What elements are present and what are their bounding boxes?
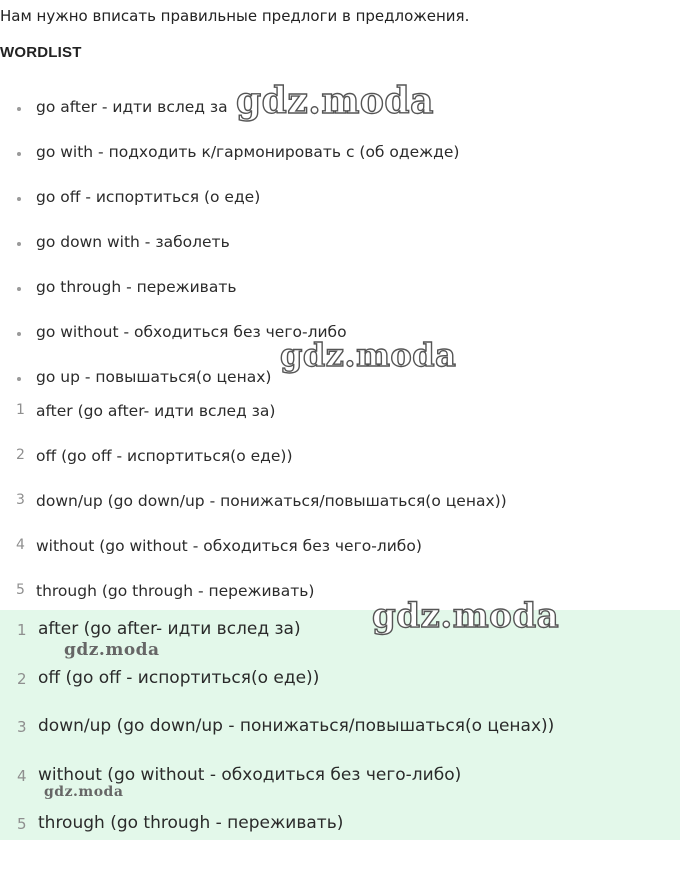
bullet-icon	[17, 332, 21, 336]
bullet-icon	[17, 197, 21, 201]
watermark: gdz.moda	[280, 336, 457, 374]
answer-text: down/up (go down/up - понижаться/повышаться(о ценах))	[38, 716, 555, 736]
answer-number: 5	[16, 582, 25, 598]
answer-text: down/up (go down/up - понижаться/повышаться(о ценах))	[36, 492, 507, 510]
bullet-icon	[17, 152, 21, 156]
watermark: gdz.moda	[44, 784, 124, 800]
wordlist-item-text: go without - обходиться без чего-либо	[36, 323, 347, 341]
answer-text: through (go through - переживать)	[38, 813, 344, 833]
wordlist-item-text: go up - повышаться(о ценах)	[36, 368, 272, 386]
wordlist-item-text: go down with - заболеть	[36, 233, 230, 251]
answer-number: 2	[17, 669, 27, 688]
answer-text: without (go without - обходиться без чего-либо)	[38, 764, 462, 785]
wordlist-heading: WORDLIST	[0, 44, 82, 61]
answer-text: through (go through - переживать)	[36, 582, 315, 600]
wordlist-item-text: go off - испортиться (о еде)	[36, 188, 261, 206]
answer-number: 2	[16, 447, 25, 463]
bullet-icon	[17, 107, 21, 111]
answer-number: 4	[17, 766, 27, 785]
watermark: gdz.moda	[372, 596, 560, 636]
answer-text: off (go off - испортиться(о еде))	[38, 667, 320, 688]
watermark: gdz.moda	[64, 640, 160, 660]
answer-number: 5	[17, 815, 27, 833]
answer-number: 1	[16, 402, 25, 418]
task-description: Нам нужно вписать правильные предлоги в предложения.	[0, 7, 470, 25]
wordlist-item-text: go with - подходить к/гармонировать с (об одежде)	[36, 143, 460, 161]
answer-text: off (go off - испортиться(о еде))	[36, 447, 293, 465]
highlighted-answer-item	[0, 804, 680, 853]
answer-number: 4	[16, 537, 25, 553]
bullet-icon	[17, 287, 21, 291]
watermark: gdz.moda	[236, 80, 434, 122]
answer-text: after (go after- идти вслед за)	[38, 619, 301, 639]
wordlist-item-text: go after - идти вслед за	[36, 98, 228, 116]
answer-number: 1	[17, 621, 27, 639]
highlighted-answer-item	[0, 707, 680, 756]
highlighted-answer-item	[0, 659, 680, 708]
answer-text: after (go after- идти вслед за)	[36, 402, 276, 420]
answer-number: 3	[16, 492, 25, 508]
answer-number: 3	[17, 718, 27, 736]
answer-text: without (go without - обходиться без чего-либо)	[36, 537, 422, 555]
bullet-icon	[17, 377, 21, 381]
bullet-icon	[17, 242, 21, 246]
wordlist-item-text: go through - переживать	[36, 278, 237, 296]
